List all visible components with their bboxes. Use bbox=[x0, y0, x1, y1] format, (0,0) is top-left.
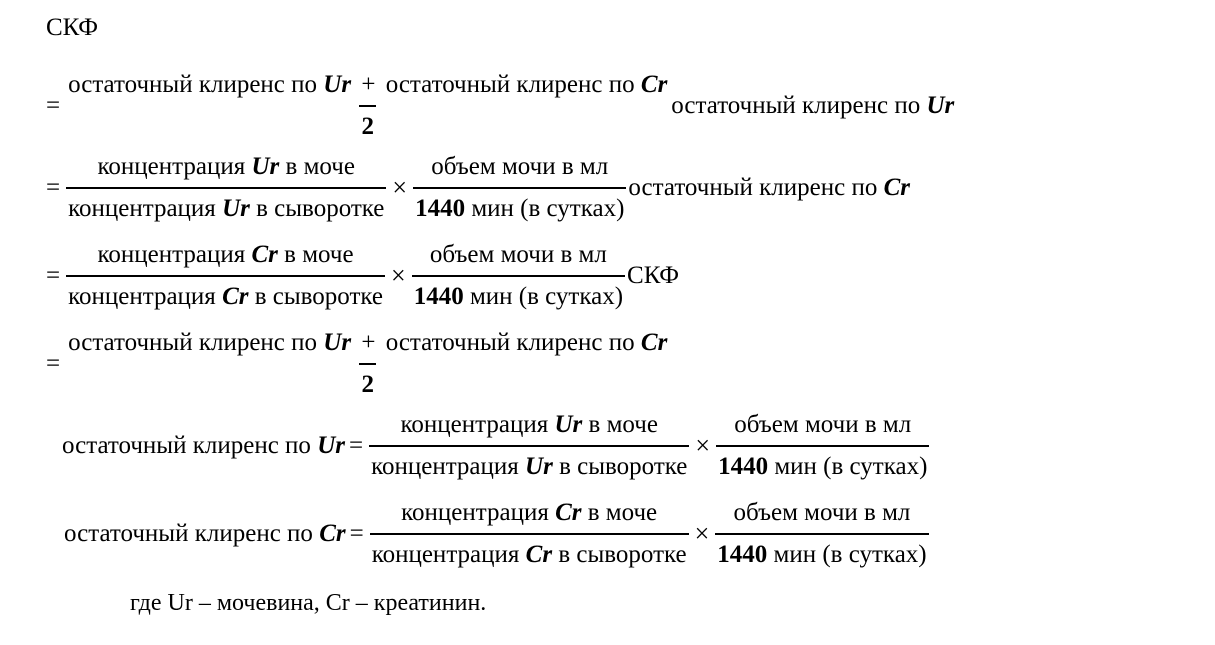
equation-line-1 bbox=[46, 66, 954, 146]
fraction-denominator: 1440 мин (в сутках) bbox=[413, 187, 626, 228]
fraction-numerator: объем мочи в мл bbox=[733, 499, 911, 526]
fraction-urea-concentration bbox=[66, 148, 386, 228]
lhs-label: остаточный клиренс по Ur bbox=[62, 432, 345, 459]
fraction-numerator: концентрация Cr в моче bbox=[401, 499, 658, 526]
multiply-sign: × bbox=[695, 431, 711, 460]
fraction-urine-volume bbox=[716, 406, 929, 486]
fraction-urine-volume bbox=[412, 236, 625, 316]
equation-line-6 bbox=[64, 494, 931, 574]
equals-sign: = bbox=[349, 520, 364, 547]
fraction-denominator: 2 bbox=[359, 105, 376, 146]
equation-line-4 bbox=[46, 324, 671, 404]
fraction-denominator: 1440 мин (в сутках) bbox=[716, 445, 929, 486]
fraction-denominator: 1440 мин (в сутках) bbox=[715, 533, 928, 574]
title-skf: СКФ bbox=[46, 14, 99, 41]
equals-sign: = bbox=[46, 262, 61, 289]
fraction-creatinine-concentration bbox=[370, 494, 689, 574]
fraction-denominator: концентрация Cr в сыворотке bbox=[370, 533, 689, 574]
fraction-average-clearance bbox=[66, 324, 669, 404]
equals-sign: = bbox=[46, 174, 61, 201]
fraction-denominator: концентрация Ur в сыворотке bbox=[66, 187, 386, 228]
trailing-label: СКФ bbox=[627, 262, 680, 289]
fraction-numerator: объем мочи в мл bbox=[429, 241, 607, 268]
equals-sign: = bbox=[46, 350, 61, 377]
equation-line-3 bbox=[46, 236, 679, 316]
fraction-creatinine-concentration bbox=[66, 236, 385, 316]
equals-sign: = bbox=[46, 92, 61, 119]
trailing-label: остаточный клиренс по Cr bbox=[628, 174, 911, 201]
fraction-numerator: остаточный клиренс по Ur + остаточный клиренс по Cr bbox=[68, 329, 668, 356]
fraction-numerator: концентрация Ur в моче bbox=[97, 153, 355, 180]
footnote: где Ur – мочевина, Cr – креатинин. bbox=[130, 590, 487, 616]
fraction-denominator: 1440 мин (в сутках) bbox=[412, 275, 625, 316]
multiply-sign: × bbox=[694, 519, 710, 548]
fraction-numerator: остаточный клиренс по Ur + остаточный клиренс по Cr bbox=[68, 71, 668, 98]
equation-line-5 bbox=[62, 406, 931, 486]
fraction-numerator: концентрация Ur в моче bbox=[400, 411, 658, 438]
formula-title bbox=[46, 14, 98, 42]
fraction-numerator: объем мочи в мл bbox=[431, 153, 609, 180]
fraction-denominator: 2 bbox=[359, 363, 376, 404]
fraction-urea-concentration bbox=[369, 406, 689, 486]
lhs-label: остаточный клиренс по Cr bbox=[64, 520, 346, 547]
fraction-average-clearance bbox=[66, 66, 669, 146]
fraction-urine-volume bbox=[413, 148, 626, 228]
equals-sign: = bbox=[348, 432, 364, 459]
fraction-urine-volume bbox=[715, 494, 928, 574]
fraction-denominator: концентрация Cr в сыворотке bbox=[66, 275, 385, 316]
multiply-sign: × bbox=[392, 173, 408, 202]
fraction-numerator: объем мочи в мл bbox=[734, 411, 912, 438]
fraction-denominator: концентрация Ur в сыворотке bbox=[369, 445, 689, 486]
fraction-numerator: концентрация Cr в моче bbox=[97, 241, 354, 268]
trailing-label: остаточный клиренс по Ur bbox=[671, 92, 955, 119]
equation-line-2 bbox=[46, 148, 910, 228]
multiply-sign: × bbox=[391, 261, 406, 290]
